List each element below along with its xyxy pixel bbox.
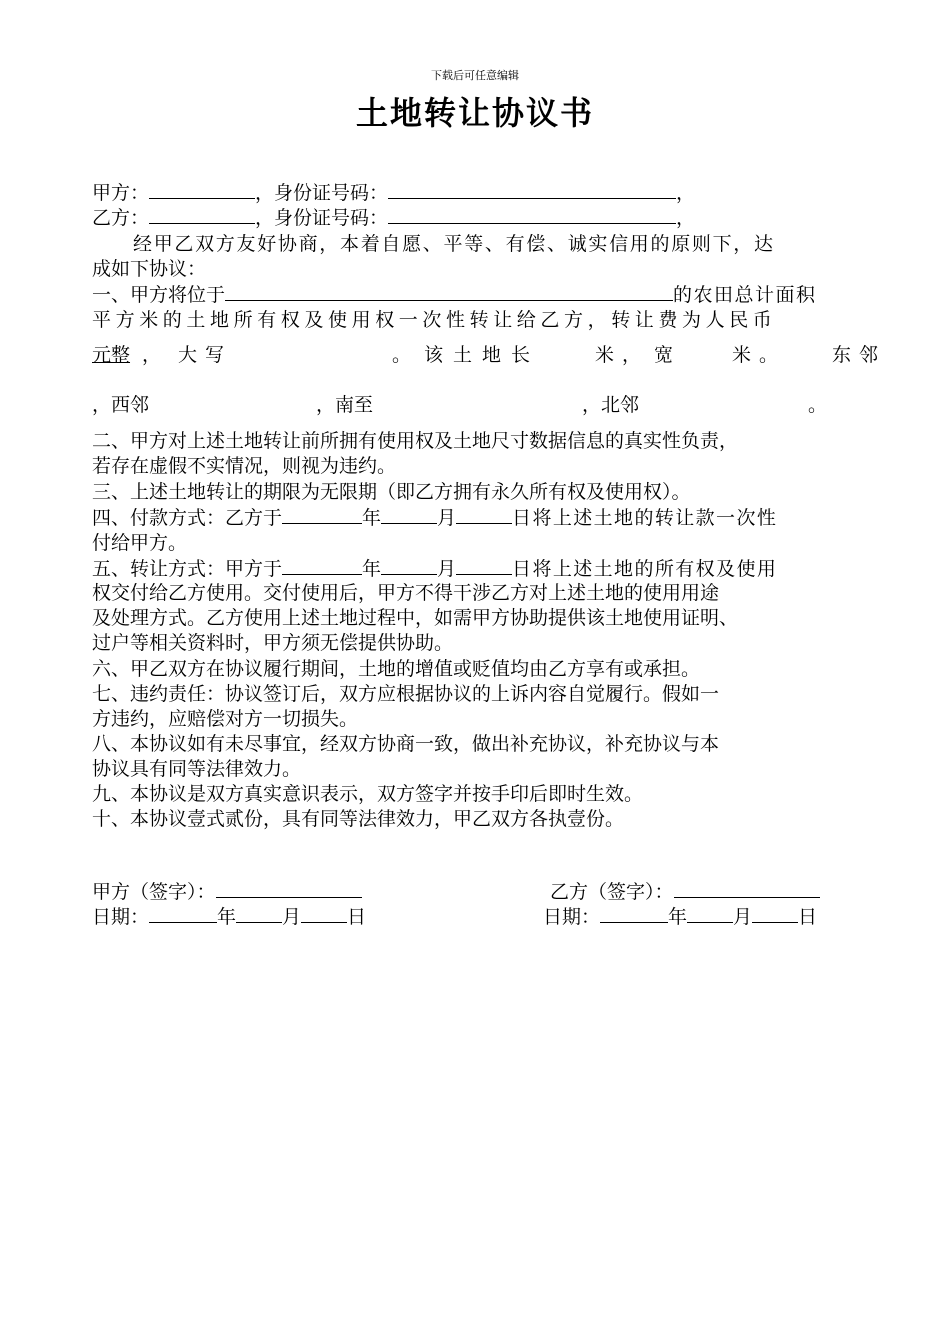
clause5-month: 月 <box>437 558 457 580</box>
clause4-month: 月 <box>437 507 457 529</box>
party-a-comma: ， <box>255 182 275 204</box>
intro-line-1: 经甲乙双方友好协商，本着自愿、平等、有偿、诚实信用的原则下，达 <box>133 233 775 255</box>
clause1-width: 宽 <box>654 344 674 366</box>
clause6-line: 六、甲乙双方在协议履行期间，土地的增值或贬值均由乙方享有或承担。 <box>92 658 701 680</box>
clause1-west: ，西邻 <box>92 394 150 416</box>
date-b-month-blank[interactable] <box>687 905 733 923</box>
clause7-line-2: 方违约，应赔偿对方一切损失。 <box>92 708 359 730</box>
signature-party-a <box>92 880 362 903</box>
clause5-label: 五、转让方式：甲方于 <box>92 558 283 580</box>
party-a-id-blank[interactable] <box>388 181 676 199</box>
clause1-north: ，北邻 <box>582 394 640 416</box>
date-b-day-blank[interactable] <box>752 905 798 923</box>
party-b-line <box>92 206 695 229</box>
date-b-label: 日期： <box>543 906 601 928</box>
clause1-east: 东邻 <box>832 344 887 366</box>
clause1-meter-1: 米， <box>595 344 650 366</box>
clause8-line-2: 协议具有同等法律效力。 <box>92 758 302 780</box>
clause1-area-label: 的农田总计面积 <box>673 284 817 306</box>
date-party-b <box>543 905 817 928</box>
clause1-sentence-end: 。 <box>392 344 412 366</box>
party-a-name-blank[interactable] <box>149 181 255 199</box>
clause4-month-blank[interactable] <box>381 506 437 524</box>
date-b-day: 日 <box>798 906 818 928</box>
clause4-line-2: 付给甲方。 <box>92 532 188 554</box>
date-party-a <box>92 905 366 928</box>
clause5-month-blank[interactable] <box>381 557 437 575</box>
clause10-line: 十、本协议壹式贰份，具有同等法律效力，甲乙双方各执壹份。 <box>92 808 625 830</box>
date-a-day: 日 <box>347 906 367 928</box>
clause1-daxie: 大写 <box>178 344 233 366</box>
clause4-year-blank[interactable] <box>282 506 362 524</box>
party-b-name-blank[interactable] <box>149 206 255 224</box>
clause1-land-length: 该土地长 <box>424 344 541 366</box>
clause5-line-1 <box>92 557 777 580</box>
clause4-label: 四、付款方式：乙方于 <box>92 507 283 529</box>
party-b-label: 乙方： <box>92 207 150 229</box>
party-b-id-label: 身份证号码： <box>274 207 389 229</box>
clause1-meter-2: 米。 <box>732 344 787 366</box>
clause5-year: 年 <box>362 558 382 580</box>
date-b-year: 年 <box>668 906 688 928</box>
date-b-year-blank[interactable] <box>600 905 668 923</box>
party-b-end: ， <box>676 207 696 229</box>
signature-a-blank[interactable] <box>216 880 362 898</box>
clause5-year-blank[interactable] <box>282 557 362 575</box>
date-a-month: 月 <box>282 906 302 928</box>
clause5-line-3: 及处理方式。乙方使用上述土地过程中，如需甲方协助提供该土地使用证明、 <box>92 607 739 629</box>
clause4-year: 年 <box>362 507 382 529</box>
clause2-line-1: 二、甲方对上述土地转让前所拥有使用权及土地尺寸数据信息的真实性负责， <box>92 430 739 452</box>
clause5-line-4: 过户等相关资料时，甲方须无偿提供协助。 <box>92 632 454 654</box>
clause9-line: 九、本协议是双方真实意识表示，双方签字并按手印后即时生效。 <box>92 783 644 805</box>
clause1-location-label: 一、甲方将位于 <box>92 284 226 306</box>
clause3-line: 三、上述土地转让的期限为无限期（即乙方拥有永久所有权及使用权）。 <box>92 481 691 503</box>
document-title: 土地转让协议书 <box>355 94 594 132</box>
clause5-line-2: 权交付给乙方使用。交付使用后，甲方不得干涉乙方对上述土地的使用用途 <box>92 582 720 604</box>
party-a-line <box>92 181 695 204</box>
date-a-month-blank[interactable] <box>236 905 282 923</box>
clause4-day-blank[interactable] <box>456 506 512 524</box>
clause4-rest: 日将上述土地的转让款一次性 <box>512 507 778 529</box>
signature-a-label: 甲方（签字）： <box>92 881 216 903</box>
date-a-year-blank[interactable] <box>149 905 217 923</box>
party-a-id-label: 身份证号码： <box>274 182 389 204</box>
clause1-amount: 元整 <box>92 344 131 366</box>
clause4-line-1 <box>92 506 777 529</box>
signature-party-b <box>550 880 820 903</box>
date-a-label: 日期： <box>92 906 150 928</box>
signature-b-blank[interactable] <box>674 880 820 898</box>
clause7-line-1: 七、违约责任：协议签订后，双方应根据协议的上诉内容自觉履行。假如一 <box>92 683 720 705</box>
clause8-line-1: 八、本协议如有未尽事宜，经双方协商一致，做出补充协议，补充协议与本 <box>92 733 720 755</box>
clause1-amount-sep: ， <box>142 344 162 366</box>
party-b-comma: ， <box>255 207 275 229</box>
clause1-end: 。 <box>808 394 828 416</box>
party-b-id-blank[interactable] <box>388 206 676 224</box>
signature-b-label: 乙方（签字）： <box>550 881 674 903</box>
date-a-day-blank[interactable] <box>301 905 347 923</box>
clause1-location-blank[interactable] <box>225 283 673 301</box>
party-a-end: ， <box>676 182 696 204</box>
date-a-year: 年 <box>217 906 237 928</box>
intro-line-2: 成如下协议： <box>92 258 207 280</box>
clause5-rest: 日将上述土地的所有权及使用 <box>512 558 778 580</box>
clause2-line-2: 若存在虚假不实情况，则视为违约。 <box>92 455 397 477</box>
download-note: 下载后可任意编辑 <box>431 69 519 82</box>
clause5-day-blank[interactable] <box>456 557 512 575</box>
date-b-month: 月 <box>733 906 753 928</box>
clause1-line-2: 平方米的土地所有权及使用权一次性转让给乙方，转让费为人民币 <box>92 309 777 331</box>
clause1-line-1 <box>92 283 817 306</box>
party-a-label: 甲方： <box>92 182 150 204</box>
clause1-south: ，南至 <box>316 394 374 416</box>
